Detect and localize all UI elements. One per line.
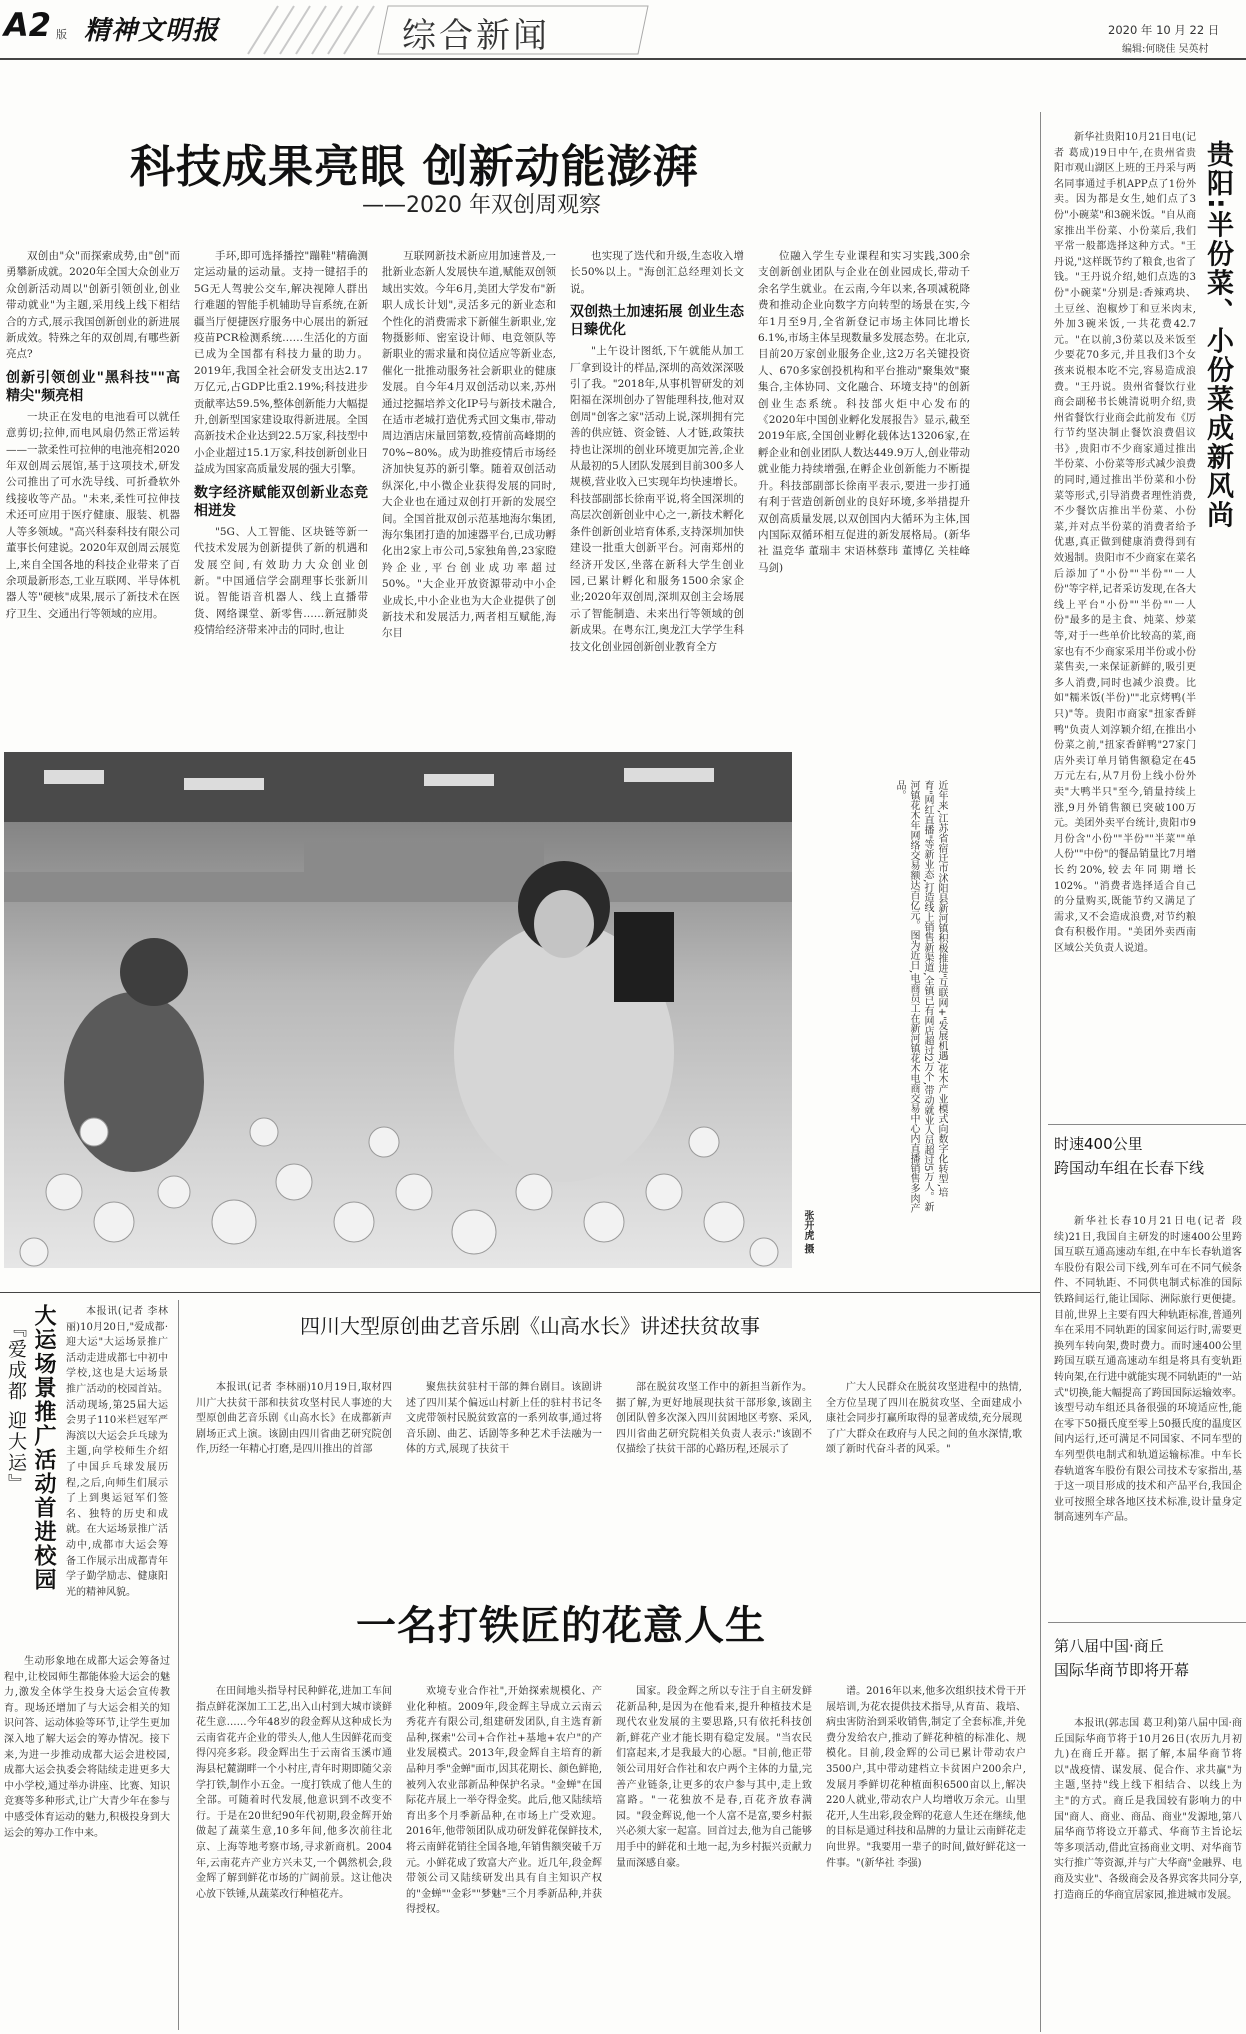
lead-column-1 (6, 248, 180, 714)
page-number: A2 (4, 6, 52, 44)
masthead-rule (0, 58, 1246, 60)
train-headline-line2: 跨国动车组在长春下线 (1054, 1159, 1205, 1177)
huashang-headline-line2: 国际华商节即将开幕 (1054, 1661, 1190, 1679)
page-suffix: 版 (56, 28, 67, 41)
feature-column-2 (406, 1684, 602, 2028)
section-divider (0, 1292, 1040, 1293)
guiyang-headline: 贵阳:半份菜、小份菜成新风尚 (1202, 140, 1233, 530)
newspaper-name: 精神文明报 (84, 16, 220, 46)
sichuan-headline: 四川大型原创曲艺音乐剧《山高水长》讲述扶贫故事 (300, 1314, 760, 1338)
huashang-headline-line1: 第八届中国·商丘 (1054, 1637, 1164, 1655)
feature-paragraph-2: 欢境专业合作社",开始探索规模化、产业化种植。2009年,段金辉主导成立云南云秀花卉有限公司,组建研发团队,自主选育新品种,探索"公司+合作社+基地+农户"的产业发展模式。2013年,段金辉自主培育的新品种月季"金蝉"面市,因其花期长、颜色鲜艳,被列入农业部新品种保护名录。"金蝉"在国际花卉展上一举夺得金奖。此后,他又陆续培育出多个月季新品种,在市场上广受欢迎。2016年,他带领团队成功研发鲜花保鲜技术,将云南鲜花销往全国各地,年销售额突破千万元。小鲜花成了致富大产业。近几年,段金辉带领公司又陆续研发出具有自主知识产权的"金蝉""金彩""梦魅"三个月季新品种,并获得授权。 (406, 1686, 602, 1916)
photo-caption: 近年来,江苏省宿迁市沭阳县新河镇积极推进"互联网+"发展机遇,花木产业模式向数字化转型,培育"网红直播"等新业态,打造线上销售新渠道,全镇已有网店超过2万个,带动就业人员超过5万人。新河镇花木年网络交易额达百亿元。图为近日,电商员工在新河镇花木电商交易中心内直播销售多肉产品。 (894, 780, 947, 1214)
guiyang-paragraph: 新华社贵阳10月21日电(记者 葛成)19日中午,在贵州省贵阳市观山湖区上班的王丹采与两名同事通过手机APP点了1份外卖。因为都是女生,她们点了3份"小碗菜"和3碗米饭。"自从商家推出半份菜、小份菜后,我们平常一般都选择这种方式。"王丹说,"这样既节约了粮食,也省了钱。"王丹说介绍,她们点选的3份"小碗菜"分别是:香辣鸡块、土豆丝、泡椒炒丁和豆米肉末,外加3碗米饭,一共花费42.7元。"在以前,3份菜以及米饭至少要花70多元,并且我们3个女孩来说根本吃不完,容易造成浪费。"王丹说。贵州省餐饮行业商会副秘书长姚清说明介绍,贵州省餐饮行业商会此前发布《厉行节约坚决制止餐饮浪费倡议书》,贵阳市不少商家通过推出半份菜、小份菜等形式减少浪费的同时,通过推出半份菜和小份菜等形式,引导消费者理性消费,不少餐饮店推出半份菜、小份菜,并对点半份菜的消费者给予优惠,真正做到健康消费得到有效遏制。贵阳市不少商家在菜名后添加了"小份""半份""一人份"等字样,记者采访发现,在各大线上平台"小份""半份""一人份"最多的是主食、炖菜、炒菜等,对于一些单价比较高的菜,商家也有不少商家采用半份或小份菜售卖,一来保证新鲜的,吸引更多人消费,同时也减少浪费。比如"糯米饭(半份)""北京烤鸭(半只)"等。贵阳市商家"扭家香鲜鸭"负责人刘淳颖介绍,在推出小份菜之前,"扭家香鲜鸭"27家门店外卖订单月销售额稳定在45万元左右,从7月份上线小份外卖"大鸭半只"至今,销量持续上涨,9月外销售额已突破100万元。美团外卖平台统计,贵阳市9月份含"小份""半份""半菜""单人份""中份"的餐品销量比7月增长约20%,较去年同期增长102%。"消费者选择适合自己的分量购买,既能节约又满足了需求,又不会造成浪费,对节约粮食有积极作用。"美团外卖西南区域公关负责人说道。 (1054, 132, 1196, 954)
lead-paragraph-3: "5G、人工智能、区块链等新一代技术发展为创新提供了新的机遇和发展空间,有效助力大众创业创新。"中国通信学会副理事长张新川说。智能语音机器人、线上直播带货、网络课堂、新零售……新冠肺炎疫情给经济带来冲击的同时,也让 (194, 525, 368, 637)
section-title: 综合新闻 (402, 16, 550, 56)
lead-intro: 双创由"众"而探索成势,由"创"而勇攀新成就。2020年全国大众创业万众创新活动周以"创新引领创业,创业带动就业"为主题,采用线上线下相结合的方式,展示我国创新创业的新进展新成效。特殊之年的双创周,有哪些新亮点? (6, 250, 180, 361)
lead-column-3 (382, 248, 556, 714)
lead-subheading-3: 双创热土加速拓展 创业生态日臻优化 (570, 304, 744, 339)
lead-paragraph-7: 位融入学生专业课程和实习实践,300余支创新创业团队与企业在创业园成长,带动千余名学生就业。在云南,今年以来,各项减税降费和推动企业向数字方向转型的场景在实,今年1月至9月,全省新登记市场主体同比增长6.1%,市场主体呈现数量多发展态势。在北京,目前20万家创业服务企业,这2万名关键投资人、670多家创投机构和平台推动"聚集效"聚集合,主体协同、文化融合、环境支持"的创新创业生态系统。科技部火炬中心发布的《2020年中国创业孵化发展报告》显示,截至2019年底,全国创业孵化载体达13206家,在孵企业和创业团队人数达449.9万人,创业带动就业能力持续增强,在孵企业创新能力不断提升。科技部副部长徐南平表示,要进一步打通有利于营造创新创业的良好环境,多举措提升双创高质量发展,以双创国内大循环为主体,国内国际双循环相互促进的新发展格局。(新华社 温竞华 董瑞丰 宋语林蔡玮 董博亿 关桂峰 马剑) (758, 250, 970, 574)
lead-subheading-2: 数字经济赋能双创新业态竞相迸发 (194, 484, 368, 519)
lead-paragraph-4: 互联网新技术新应用加速普及,一批新业态新人发展快车道,赋能双创领域出实效。今年6月,美团大学发布"新职人成长计划",灵活多元的新业态和个性化的消费需求下新催生新职业,宠物摄影师、密室设计师、电竞领队等新职业的需求量和岗位适应等新业态,催化一批推动服务社会新职业的健康发展。自今年4月双创活动以来,苏州通过挖掘培养文化IP号与新技术融合,在适市老城打造优秀式回文集市,带动周边酒店床量回第数,疫情前高峰期的70%~80%。成为助推疫情后市场经济加快复苏的新引擎。随着双创活动纵深化,中小微企业获得发展的同时,大企业也在通过双创打开新的发展空间。全国首批双创示范基地海尔集团,海尔集团打造的加速器平台,已成功孵化出2家上市公司,5家独角兽,23家瞪羚企业,平台创业成功率超过50%。"大企业开放资源带动中小企业成长,中小企业也为大企业提供了创新技术和发展活力,两者相互赋能,海尔目 (382, 250, 556, 640)
lead-column-4 (570, 248, 744, 714)
sichuan-paragraph-3: 部在脱贫攻坚工作中的新担当新作为。据了解,为更好地展现扶贫干部形象,该剧主创团队曾多次深入四川贫困地区考察、采风,四川省曲艺研究院相关负责人表示:"该剧不仅描绘了扶贫干部的心路历程,还展示了 (616, 1382, 812, 1456)
right-divider-1 (1048, 1124, 1246, 1125)
sichuan-column-1 (196, 1380, 392, 1576)
feature-paragraph-3: 国家。段金辉之所以专注于自主研发鲜花新品种,是因为在他看来,提升种植技术是现代农业发展的主要思路,只有依托科技创新,鲜花产业才能长期有稳定发展。"当农民们富起来,才是我最大的心愿。"目前,他正带领公司用好合作社和农户两个主体的力量,完善产业链条,让更多的农户参与其中,走上致富路。"一花独放不是春,百花齐放春满园。"段金辉说,他一个人富不是富,要乡村振兴必须大家一起富。回首过去,他为自己能够用手中的鲜花和土地一起,为乡村振兴贡献力量而深感自豪。 (616, 1686, 812, 1869)
sichuan-paragraph-1: 本报讯(记者 李林丽)10月19日,取材四川广大扶贫干部和扶贫攻坚村民人事迹的大型原创曲艺音乐剧《山高水长》在成都新声剧场正式上演。该剧由四川省曲艺研究院创作,历经一年精心打磨,是四川推出的首部 (196, 1382, 392, 1456)
lead-headline: 科技成果亮眼 创新动能澎湃 (130, 140, 699, 193)
dayun-top (66, 1304, 168, 1644)
news-photo (4, 752, 792, 1268)
train-body (1054, 1214, 1242, 1586)
feature-paragraph-4: 谱。2016年以来,他多次组织技术骨干开展培训,为花农提供技术指导,从育苗、栽培、病虫害防治到采收销售,制定了全套标准,并免费分发给农户,推动了鲜花种植的标准化、规模化。目前,段金辉的公司已累计带动农户3500户,其中带动建档立卡贫困户200余户,发展月季鲜切花种植面积6500亩以上,解决220人就业,带动农户人均增收万余元。山里花开,人生出彩,段金辉的花意人生还在继续,他的目标是通过科技和品牌的力量让云南鲜花走向世界。"我要用一辈子的时间,做好鲜花这一件事。"(新华社 李强) (826, 1686, 1026, 1869)
feature-column-3 (616, 1684, 812, 2028)
lead-paragraph-1: 一块正在发电的电池看可以就任意剪切;拉伸,而电风扇仍然正常运转——一款柔性可拉伸的电池亮相2020年双创周云展馆,基于这项技术,研发公司推出了可水洗导线、可折叠软外线接收等产品。"未来,柔性可拉伸技术还可应用于医疗健康、服装、机器人等多领域。"高兴科泰科技有限公司董事长何建说。2020年双创周云展览上,来自全国各地的科技企业带来了百余项最新形态,工业互联网、半导体机器人等"硬核"成果,展示了新技术在医疗卫生、交通出行等领域的应用。 (6, 410, 180, 620)
lead-subtitle: ——2020 年双创周观察 (362, 193, 601, 218)
dayun-paragraph: 生动形象地在成都大运会筹备过程中,让校园师生都能体验大运会的魅力,激发全体学生投身大运会宣传教育。现场还增加了与大运会相关的知识问答、运动体验等环节,让学生更加深入地了解大运会的筹办情况。接下来,为进一步推动成都大运会进校园,成都大运会执委会将陆续走进更多大中小学校,通过举办讲座、比赛、知识竞赛等多种形式,让广大青少年在参与中感受体育运动的魅力,积极投身到大运会的筹办工作中来。 (4, 1656, 170, 1839)
dayun-intro: 本报讯(记者 李林丽)10月20日,"爱成都·迎大运"大运场景推广活动走进成都七中初中学校,这也是大运场景推广活动的校园首站。活动现场,第25届大运会男子110米栏冠军严海滨以大运会乒乓球为主题,向学校师生介绍了中国乒乓球发展历程,之后,向师生们展示了上到奥运冠军们签名、独特的历史和成就。在大运场景推广活动中,成都市大运会筹备工作展示出成都青年学子勤学励志、健康阳光的精神风貌。 (66, 1306, 168, 1598)
dayun-headline: 大运场景推广活动首进校园 (31, 1304, 56, 1592)
feature-paragraph-1: 在田间地头指导村民种鲜花,进加工车间指点鲜花深加工工艺,出入山村到大城市谈鲜花生意……今年48岁的段金辉从这种成长为云南省花卉企业的带头人,他人生因鲜花而变得闪亮多彩。段金辉出生于云南省玉溪市通海县杞麓湖畔一个小村庄,青年时期即随父亲学打铁,制作小五金。一度打铁成了他人生的全部。可随着时代发展,他意识到不改变不行。于是在20世纪90年代初期,段金辉开始做起了蔬菜生意,10多年间,他多次前往北京、上海等地考察市场,寻求新商机。2004年,云南花卉产业方兴未艾,一个偶然机会,段金辉了解到鲜花市场的广阔前景。这让他决心放下铁锤,从蔬菜改行种植花卉。 (196, 1686, 392, 1900)
feature-column-4 (826, 1684, 1026, 2028)
right-column-divider (1040, 112, 1041, 2032)
huashang-paragraph: 本报讯(郭志国 葛卫利)第八届中国·商丘国际华商节将于10月26日(农历九月初九)在商丘开幕。据了解,本届华商节将以"战疫情、谋发展、促合作、求共赢"为主题,坚持"线上线下相结合、以线上为主"的方式。商丘是我国较有影响力的中国"商人、商业、商品、商业"发源地,第八届华商节将设立开幕式、华商节主旨论坛等多项活动,借此宣扬商业文明、对华商节实行推广等资源,并与广大华商"金融界、电商及实业"、各级商会及各界宾客共同分享,打造商丘的华商宜居家园,推进城市发展。 (1054, 1718, 1242, 1901)
lead-subheading-1: 创新引领创业"黑科技""高精尖"频亮相 (6, 369, 180, 404)
sichuan-column-3 (616, 1380, 812, 1576)
feature-column-1 (196, 1684, 392, 2028)
dayun-body (4, 1654, 170, 2024)
huashang-body (1054, 1716, 1242, 2030)
dayun-headline-tag: 『爱成都 迎大运』 (5, 1318, 27, 1495)
dayun-divider (178, 1300, 179, 2030)
sichuan-column-2 (406, 1380, 602, 1576)
lead-paragraph-6: "上午设计图纸,下午就能从加工厂拿到设计的样品,深圳的高效深深吸引了我。"2018年,从事机智研发的刘阳福在深圳创办了智能理科技,他对双创周"创客之家"活动上说,深圳拥有完善的供应链、资金链、人才链,政策扶持也让深圳的创业环境更加完善,企业从最初的5人团队发展到目前300多人规模,营业收入已实现年均快速增长。科技部副部长徐南平说,将全国深圳的高层次创新创业中心之一,新技术孵化条件创新创业培育体系,支持深圳加快建设一批重大创新平台。河南郑州的经济开发区,坐落在新科大学生创业园,已累计孵化和服务1500余家企业;2020年双创周,深圳双创主会场展示了智能制造、未来出行等领域的创新成果。在粤东江,奥龙江大学学生科技文化创业园创新创业教育全方 (570, 345, 744, 653)
train-paragraph: 新华社长春10月21日电(记者 段续)21日,我国自主研发的时速400公里跨国互联互通高速动车组,在中车长春轨道客车股份有限公司下线,列车可在不同气候条件、不同轨距、不同供电制式标准的国际铁路间运行,能让国际、洲际旅行更便捷。目前,世界上主要有四大种轨距标准,普通列车在采用不同轨距的国家间运行时,需要更换列车转向架,费时费力。而时速400公里跨国互联互通高速动车组是将具有变轨距转向架,在行进中就能实现不同轨距的"一站式"切换,能大幅提高了跨国国际运输效率。该型号动车组还具备很强的环境适应性,能在零下50摄氏度至零上50摄氏度的温度区间内运行,还可满足不同国家、不同车型的车列型供电制式和轨道运输标准。中车长春轨道客车股份有限公司技术专家指出,基于这一项目形成的技术和产品平台,我国企业可按照全球各地区技术标准,设计量身定制高速列车产品。 (1054, 1216, 1242, 1524)
lead-column-5 (758, 248, 970, 714)
guiyang-body (1054, 130, 1196, 1190)
photo-credit: 张开虎 摄 (802, 1210, 813, 1254)
feature-headline: 一名打铁匠的花意人生 (356, 1603, 766, 1649)
lead-column-2 (194, 248, 368, 714)
issue-date: 2020 年 10 月 22 日 (1108, 23, 1220, 37)
sichuan-column-4 (826, 1380, 1022, 1576)
editor-credit: 编辑:何晓佳 吴英村 (1122, 44, 1209, 55)
sichuan-paragraph-4: 广大人民群众在脱贫攻坚进程中的热情,全方位呈现了四川在脱贫攻坚、全面建成小康社会同步打赢所取得的显著成绩,充分展现了广大群众在政府与人民之间的鱼水深情,歌颂了新时代奋斗者的风采。" (826, 1382, 1022, 1456)
right-divider-2 (1048, 1622, 1246, 1623)
lead-paragraph-2: 手环,即可选择播控"蹦鞋"精确测定运动量的运动量。支持一键招手的5G无人驾驶公交车,解决视障人群出行难题的智能手机辅助导盲系统,在新疆当厅便捷医疗服务中心展出的新冠疫苗PCR检测系统……生活化的方面已成为全国都有科技力量的助力。2019年,我国全社会研发支出达2.17万亿元,占GDP比重2.19%;科技进步贡献率达59.5%,整体创新能力大幅提升,创新型国家建设取得新进展。全国高新技术企业达到22.5万家,科技型中小企业超过15.1万家,科技创新创业日益成为国家高质量发展的强大引擎。 (194, 250, 368, 476)
train-headline-line1: 时速400公里 (1054, 1135, 1143, 1153)
sichuan-paragraph-2: 聚焦扶贫驻村干部的舞台剧目。该剧讲述了四川某个偏远山村新上任的驻村书记冬文虎带领村民脱贫致富的一系列故事,通过将音乐剧、曲艺、话剧等多种艺术手法融为一体的方式,展现了扶贫干 (406, 1382, 602, 1456)
lead-paragraph-5: 也实现了迭代和升级,生态收入增长50%以上。"海创汇总经理刘长文说。 (570, 250, 744, 295)
